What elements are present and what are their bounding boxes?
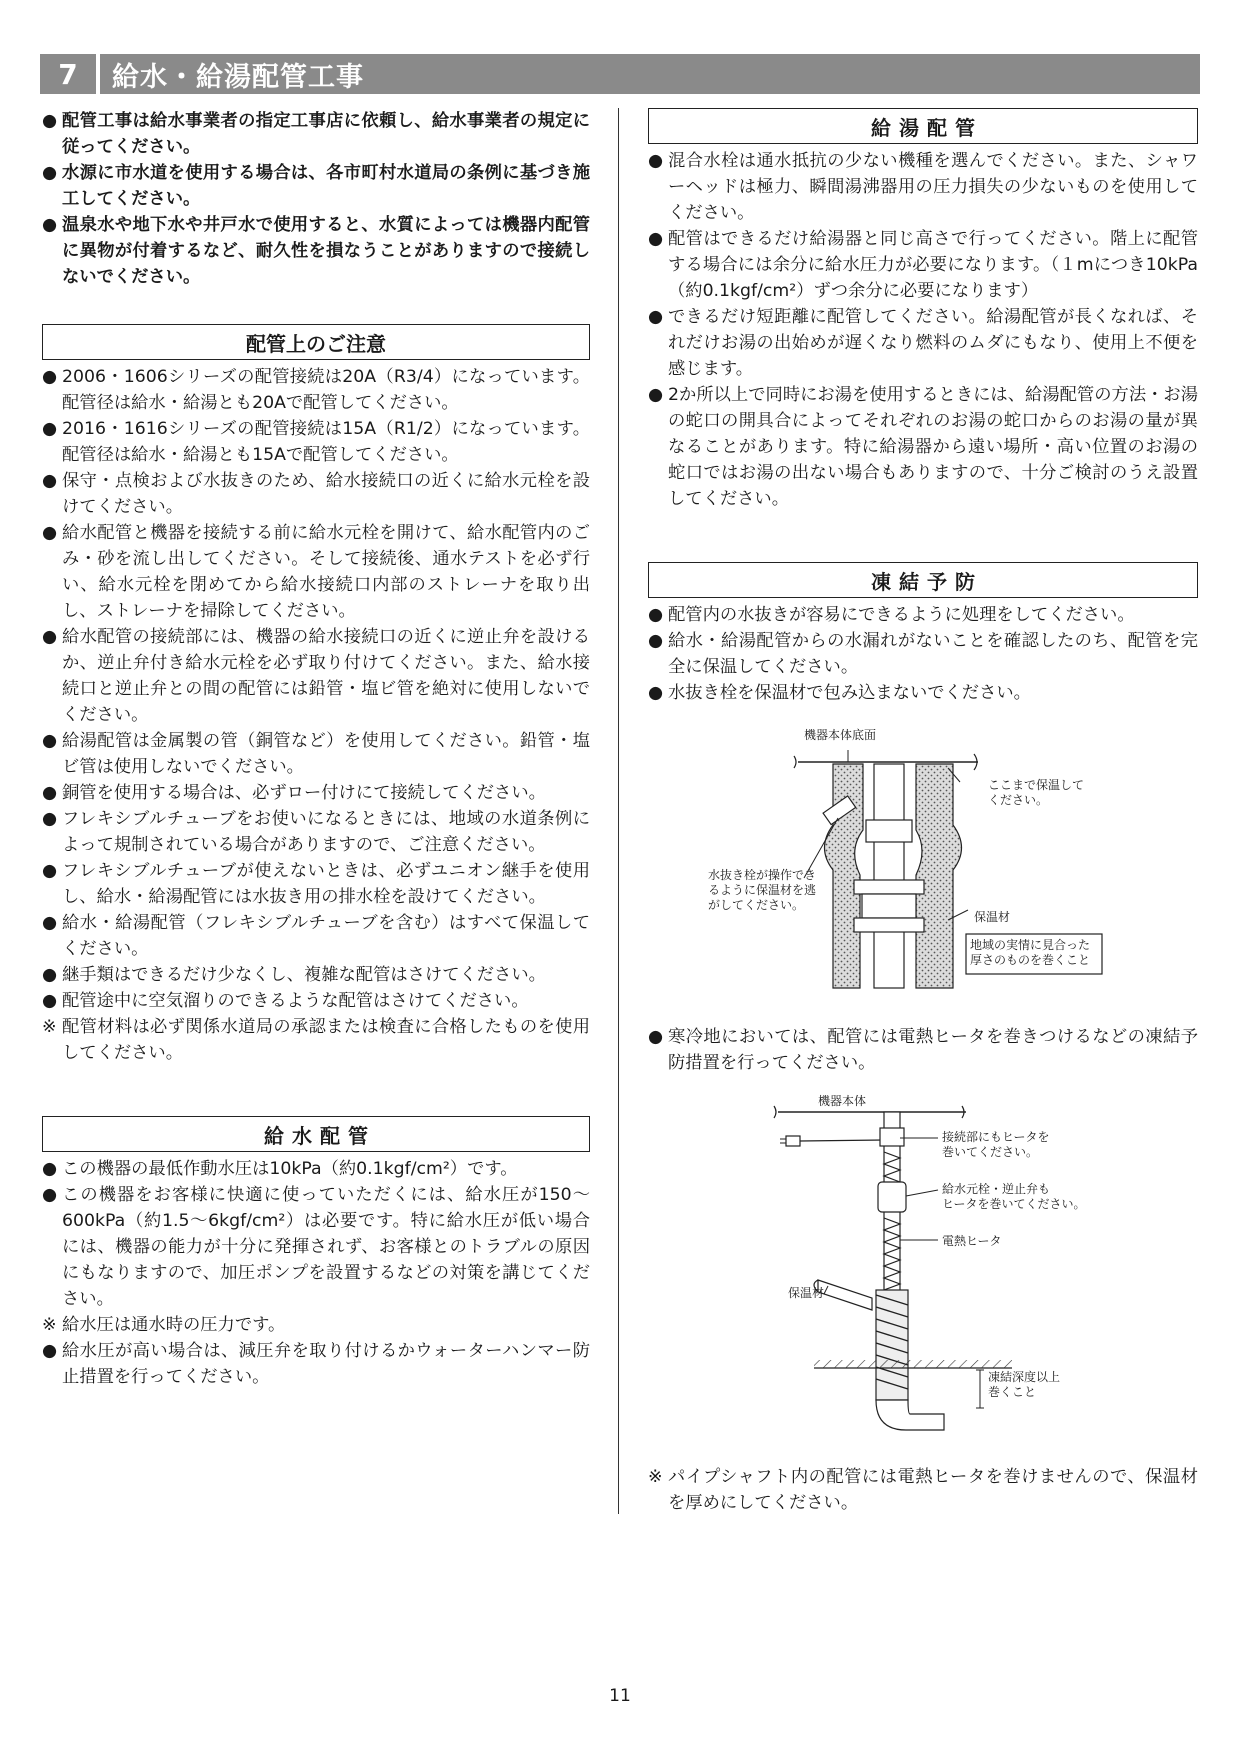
list-item: ※ 給水圧は通水時の圧力です。 xyxy=(42,1315,286,1335)
list-item: ● 温泉水や地下水や井戸水で使用すると、水質によっては機器内配管に異物が付着するなど、耐久性を損なうことがありますので接続しないでください。 xyxy=(42,215,590,287)
heater-diagram xyxy=(648,1090,1198,1450)
list-item: ● 水源に市水道を使用する場合は、各市町村水道局の条例に基づき施工してください。 xyxy=(42,163,590,209)
list-item: ● 継手類はできるだけ少なくし、複雑な配管はさけてください。 xyxy=(42,965,546,985)
valve-heater-note: 給水元栓・逆止弁も ヒータを巻いてください。 xyxy=(942,1182,1086,1211)
list-item: ● フレキシブルチューブが使えないときは、必ずユニオン継手を使用し、給水・給湯配管には水抜き用の排水栓を設けてください。 xyxy=(42,861,590,907)
thickness-note: 地域の実情に見合った 厚さのものを巻くこと xyxy=(970,938,1091,967)
list-item: ● 2か所以上で同時にお湯を使用するときには、給湯配管の方法・お湯の蛇口の開具合によってそれぞれのお湯の蛇口からのお湯の量が異なることがあります。特に給湯器から遠い場所・高い位置のお湯の蛇口ではお湯の出ない場合もありますので、十分ご検討のうえ設置してください。 xyxy=(648,385,1198,509)
joint-heater-note: 接続部にもヒータを 巻いてください。 xyxy=(942,1130,1050,1159)
insulation-diagram-drawing xyxy=(648,720,1198,1010)
section-title: 給水・給湯配管工事 xyxy=(112,61,364,93)
cold-region-list xyxy=(648,1024,1198,1076)
list-item: ● 配管内の水抜きが容易にできるように処理をしてください。 xyxy=(648,605,1135,625)
drain-valve-note: 水抜き栓が操作でき るように保温材を逃 がしてください。 xyxy=(708,868,817,912)
list-item: ● 給水配管と機器を接続する前に給水元栓を開けて、給水配管内のごみ・砂を流し出してください。そして接続後、通水テストを必ず行い、給水元栓を閉めてから給水接続口内部のストレーナを取り出し、ストレーナを掃除してください。 xyxy=(42,523,590,621)
insulation-label: 保温材 xyxy=(788,1286,825,1300)
freeze-list xyxy=(648,602,1198,706)
column-divider xyxy=(618,108,619,1514)
list-item: ● 混合水栓は通水抵抗の少ない機種を選んでください。また、シャワーヘッドは極力、瞬間湯沸器用の圧力損失の少ないものを使用してください。 xyxy=(648,151,1198,223)
electric-heater-label: 電熱ヒータ xyxy=(942,1234,1002,1248)
list-item: ● 配管工事は給水事業者の指定工事店に依頼し、給水事業者の規定に従ってください。 xyxy=(42,111,590,157)
freeze-depth-note: 凍結深度以上 巻くこと xyxy=(988,1370,1061,1399)
heater-diagram-drawing xyxy=(648,1090,1198,1450)
list-item: ● 保守・点検および水抜きのため、給水接続口の近くに給水元栓を設けてください。 xyxy=(42,471,590,517)
list-item: ● 給水配管の接続部には、機器の給水接続口の近くに逆止弁を設けるか、逆止弁付き給水元栓を必ず取り付けてください。また、給水接続口と逆止弁との間の配管には鉛管・塩ビ管を絶対に使用しないでください。 xyxy=(42,627,590,725)
list-item: ● フレキシブルチューブをお使いになるときには、地域の水道条例によって規制されている場合がありますので、ご注意ください。 xyxy=(42,809,590,855)
list-item: ● 給湯配管は金属製の管（銅管など）を使用してください。鉛管・塩ビ管は使用しないでください。 xyxy=(42,731,590,777)
right-column xyxy=(648,108,1198,1516)
list-item: ● 寒冷地においては、配管には電熱ヒータを巻きつけるなどの凍結予防措置を行ってください。 xyxy=(648,1027,1198,1073)
list-item: ● 水抜き栓を保温材で包み込まないでください。 xyxy=(648,683,1031,703)
machine-bottom-label: 機器本体底面 xyxy=(804,728,877,742)
insulate-here-label: ここまで保温して ください。 xyxy=(988,778,1085,807)
list-item: ※ パイプシャフト内の配管には電熱ヒータを巻けませんので、保温材を厚めにしてください。 xyxy=(648,1467,1198,1513)
piping-notes-list xyxy=(42,364,590,1066)
section-header xyxy=(40,54,1200,94)
hot-water-title: 給湯配管 xyxy=(648,108,1198,144)
insulation-label: 保温材 xyxy=(974,910,1011,924)
list-item: ● この機器の最低作動水圧は10kPa（約0.1kgf/cm²）です。 xyxy=(42,1159,518,1179)
list-item: ● 2006・1606シリーズの配管接続は20A（R3/4）になっています。配管径は給水・給湯とも20Aで配管してください。 xyxy=(42,367,590,413)
list-item: ● 給水圧が高い場合は、減圧弁を取り付けるかウォーターハンマー防止措置を行ってください。 xyxy=(42,1341,590,1387)
list-item: ● 2016・1616シリーズの配管接続は15A（R1/2）になっています。配管径は給水・給湯とも15Aで配管してください。 xyxy=(42,419,590,465)
list-item: ● 配管途中に空気溜りのできるような配管はさけてください。 xyxy=(42,991,529,1011)
list-item: ※ 配管材料は必ず関係水道局の承認または検査に合格したものを使用してください。 xyxy=(42,1017,590,1063)
list-item: ● できるだけ短距離に配管してください。給湯配管が長くなれば、それだけお湯の出始めが遅くなり燃料のムダにもなり、使用上不便を感じます。 xyxy=(648,307,1198,379)
freeze-prevention-title: 凍結予防 xyxy=(648,562,1198,598)
section-number: 7 xyxy=(40,54,100,94)
list-item: ● 給水・給湯配管からの水漏れがないことを確認したのち、配管を完全に保温してください。 xyxy=(648,631,1198,677)
list-item: ● この機器をお客様に快適に使っていただくには、給水圧が150〜600kPa（約1.5〜6kgf/cm²）は必要です。特に給水圧が低い場合には、機器の能力が十分に発揮されず、お客様とのトラブルの原因にもなりますので、加圧ポンプを設置するなどの対策を講じてください。 xyxy=(42,1185,590,1309)
list-item: ● 配管はできるだけ給湯器と同じ高さで行ってください。階上に配管する場合には余分に給水圧力が必要になります。（１mにつき10kPa（約0.1kgf/cm²）ずつ余分に必要になります） xyxy=(648,229,1198,301)
hot-water-list xyxy=(648,148,1198,512)
page-number: 11 xyxy=(609,1686,631,1706)
list-item: ● 給水・給湯配管（フレキシブルチューブを含む）はすべて保温してください。 xyxy=(42,913,590,959)
piping-notes-title: 配管上のご注意 xyxy=(42,324,590,360)
list-item: ● 銅管を使用する場合は、必ずロー付けにて接続してください。 xyxy=(42,783,546,803)
machine-body-label: 機器本体 xyxy=(818,1094,867,1108)
intro-list xyxy=(42,108,590,290)
left-column xyxy=(42,108,590,1390)
water-supply-list xyxy=(42,1156,590,1390)
insulation-diagram xyxy=(648,720,1198,1010)
water-supply-title: 給水配管 xyxy=(42,1116,590,1152)
final-note-list xyxy=(648,1464,1198,1516)
